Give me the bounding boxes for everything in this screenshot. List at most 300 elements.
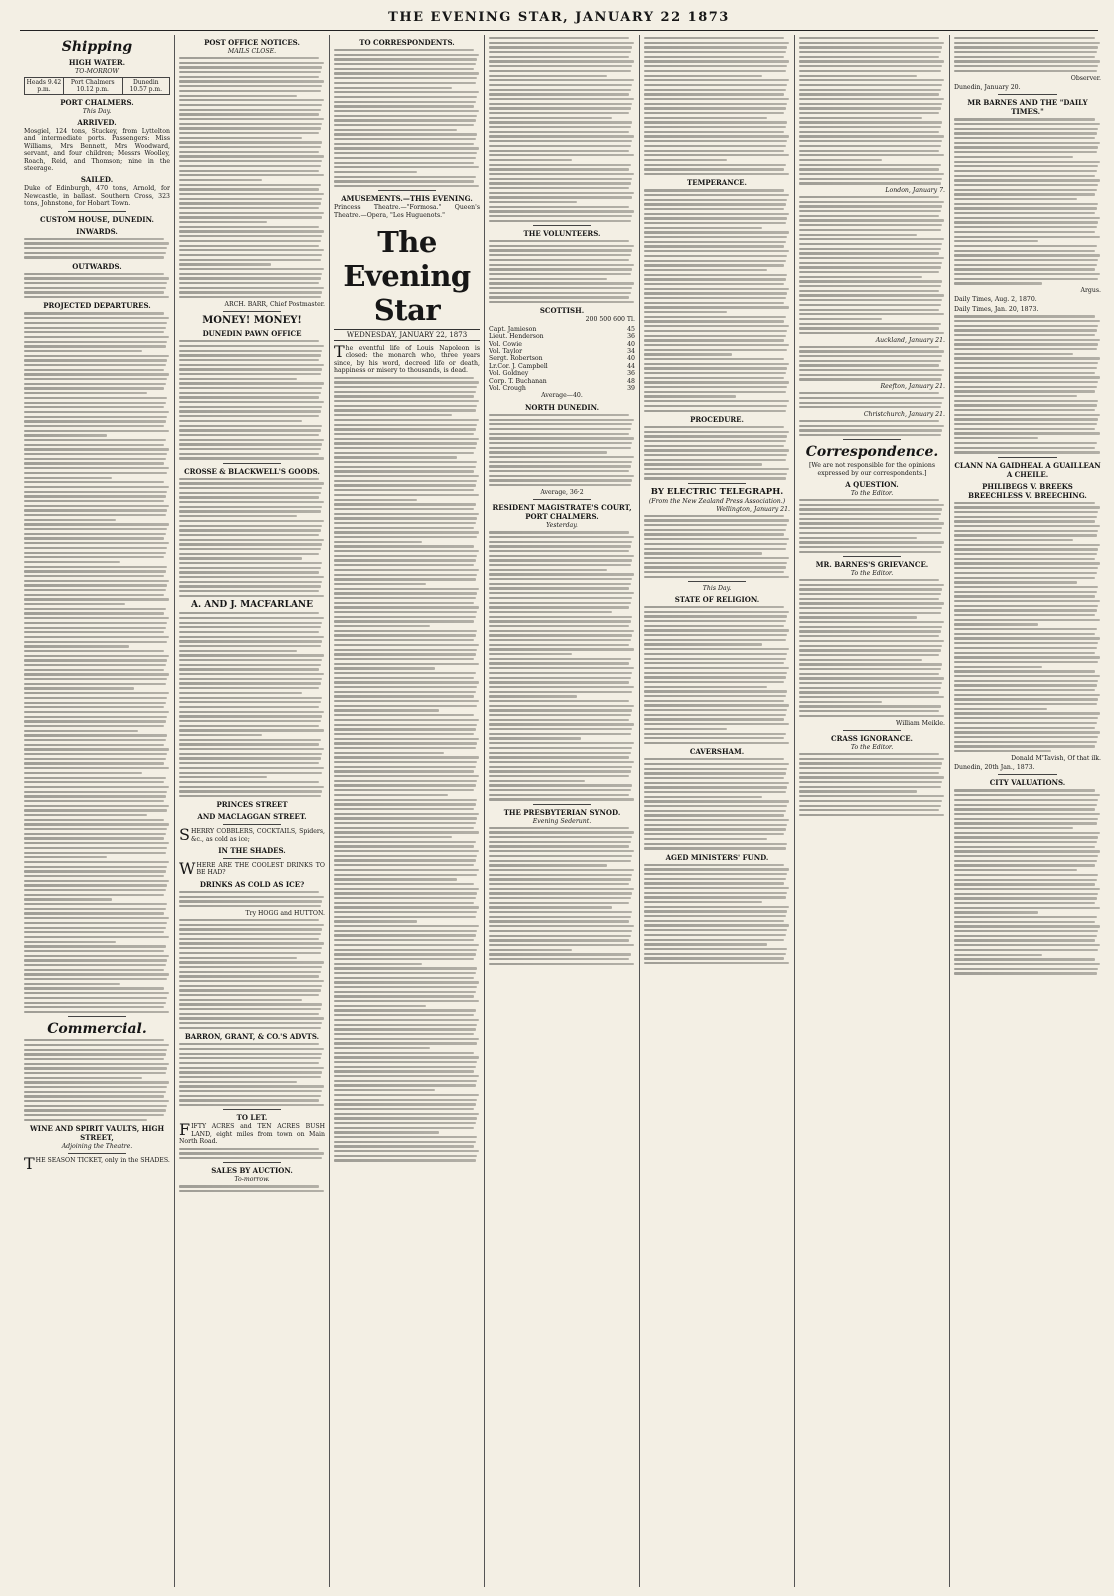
score-row [489, 341, 635, 348]
text-line [799, 140, 942, 142]
text-line [799, 753, 939, 755]
text-line [799, 814, 944, 816]
text-line [954, 51, 1097, 53]
text-line [954, 123, 1100, 125]
text-line [644, 828, 786, 830]
text-line [489, 103, 632, 105]
text-line [24, 931, 164, 933]
text-line [489, 182, 631, 184]
text-line [954, 70, 1097, 72]
text-line [24, 945, 166, 947]
text-line [334, 761, 477, 763]
text-line [644, 606, 784, 608]
text-line [24, 462, 164, 464]
text-line [334, 714, 474, 716]
text-line [489, 465, 631, 467]
text-line [489, 761, 634, 763]
text-line [489, 287, 632, 289]
text-line [954, 850, 1100, 852]
text-line [334, 466, 476, 468]
separator [998, 94, 1057, 95]
text-line [179, 354, 321, 356]
text-line [644, 920, 784, 922]
text-line [489, 79, 634, 81]
text-line [644, 810, 786, 812]
score-total: 40 [627, 355, 635, 363]
text-line [489, 897, 631, 899]
text-line [799, 89, 941, 91]
text-line [644, 882, 784, 884]
text-line [179, 268, 324, 270]
text-line [954, 804, 1097, 806]
text-line [24, 434, 107, 436]
text-line [954, 619, 1100, 621]
text-line [179, 762, 319, 764]
text-line [489, 447, 631, 449]
column-5 [640, 35, 795, 1587]
text-line [954, 282, 1042, 284]
text-line [489, 592, 634, 594]
text-line [334, 991, 476, 993]
text-line [334, 1028, 476, 1030]
text-line [24, 805, 169, 807]
text-line [334, 1141, 476, 1143]
text-line [24, 791, 167, 793]
text-line [179, 240, 321, 242]
text-line [334, 953, 476, 955]
text-line [644, 463, 762, 465]
text-line [799, 772, 939, 774]
text-line [334, 939, 474, 941]
text-line [24, 453, 167, 455]
valuations-heading: CITY VALUATIONS. [989, 778, 1066, 788]
text-line [334, 616, 476, 618]
text-line [489, 587, 629, 589]
text-line [179, 193, 324, 195]
text-line [179, 529, 321, 531]
text-line [799, 602, 944, 604]
text-line [334, 54, 479, 56]
separator [223, 1162, 281, 1163]
text-line [179, 520, 324, 522]
text-line [24, 758, 166, 760]
text-line [644, 56, 784, 58]
score-row [489, 355, 635, 362]
text-line [24, 702, 166, 704]
text-line [179, 1090, 322, 1092]
text-line [489, 414, 629, 416]
text-line [24, 296, 169, 298]
text-line [24, 1109, 166, 1111]
text-line [799, 621, 944, 623]
text-line [799, 168, 939, 170]
text-line [644, 164, 786, 166]
text-line [799, 522, 944, 524]
text-line [334, 1005, 426, 1007]
text-line [644, 519, 789, 521]
text-line [489, 611, 612, 613]
text-line [179, 711, 324, 713]
text-line [179, 553, 319, 555]
text-line [954, 37, 1095, 39]
amusements-heading: AMUSEMENTS.—THIS EVENING. [341, 194, 473, 204]
text-line [489, 672, 632, 674]
text-block [24, 238, 170, 259]
text-line [24, 472, 167, 474]
text-line [334, 1033, 474, 1035]
text-line [334, 541, 422, 543]
text-line [334, 428, 476, 430]
average-line-2: Average, 36·2 [540, 488, 584, 496]
text-line [334, 958, 474, 960]
dunedin-date: Dunedin, January 20. [954, 83, 1021, 91]
court-heading: RESIDENT MAGISTRATE'S COURT, PORT CHALMERS. [492, 503, 632, 522]
text-line [334, 916, 476, 918]
text-line [24, 739, 166, 741]
text-line [954, 670, 1095, 672]
text-line [954, 846, 1095, 848]
text-line [644, 782, 789, 784]
text-line [334, 452, 474, 454]
text-line [334, 686, 477, 688]
text-line [954, 46, 1098, 48]
text-line [489, 259, 629, 261]
text-line [334, 1047, 430, 1049]
text-block [179, 1043, 325, 1106]
score-name: Capt. Jamieson [489, 325, 537, 333]
text-line [489, 888, 634, 890]
text-line [179, 942, 324, 944]
text-line [644, 709, 787, 711]
text-line [954, 534, 1097, 536]
text-line [334, 49, 474, 51]
text-line [334, 724, 477, 726]
text-line [179, 687, 319, 689]
text-line [644, 864, 784, 866]
text-line [954, 442, 1097, 444]
text-line [489, 249, 632, 251]
text-line [334, 897, 476, 899]
sailed-heading: SAILED. [80, 175, 114, 185]
text-line [334, 77, 477, 79]
separator [68, 211, 126, 212]
text-line [179, 453, 319, 455]
text-line [24, 683, 166, 685]
text-line [799, 70, 941, 72]
text-line [799, 79, 944, 81]
separator [223, 1109, 281, 1110]
text-line [334, 934, 476, 936]
text-line [489, 648, 634, 650]
text-line [489, 784, 632, 786]
text-line [799, 626, 942, 628]
text-line [799, 663, 942, 665]
text-line [24, 777, 166, 779]
lead-article-opening: The eventful life of Louis Napoleon is closed: the monarch who, three years since, by his word, decreed life or death, happiness or misery to thousands, is dead. [334, 342, 480, 375]
text-line [489, 789, 631, 791]
text-line [179, 617, 324, 619]
text-line [334, 1070, 474, 1072]
customs-heading: CUSTOM HOUSE, DUNEDIN. [40, 214, 154, 224]
text-line [954, 567, 1098, 569]
text-line [799, 532, 941, 534]
text-line [24, 823, 169, 825]
text-line [334, 101, 476, 103]
text-line [179, 989, 321, 991]
text-line [334, 1066, 476, 1068]
crosse-heading: CROSSE & BLACKWELL'S GOODS. [184, 466, 320, 476]
text-line [489, 944, 634, 946]
text-line [179, 1099, 319, 1101]
text-line [179, 415, 319, 417]
text-line [644, 686, 767, 688]
text-line [799, 640, 944, 642]
text-line [954, 146, 1098, 148]
separator [688, 581, 746, 582]
text-line [24, 383, 166, 385]
text-line [489, 630, 634, 632]
text-line [954, 963, 1100, 965]
text-line [644, 843, 787, 845]
text-line [179, 659, 322, 661]
text-line [644, 639, 786, 641]
text-line [954, 376, 1100, 378]
column-2 [175, 35, 330, 1587]
text-line [954, 339, 1100, 341]
text-line [334, 1089, 435, 1091]
text-line [334, 110, 479, 112]
text-line [954, 362, 1098, 364]
text-line [24, 720, 166, 722]
text-line [24, 247, 167, 249]
text-line [799, 159, 882, 161]
text-line [179, 359, 319, 361]
text-line [24, 927, 166, 929]
text-line [179, 57, 319, 59]
text-line [954, 818, 1098, 820]
text-line [24, 964, 166, 966]
text-line [799, 715, 944, 717]
text-line [334, 902, 474, 904]
text-line [954, 745, 1095, 747]
text-line [334, 517, 477, 519]
text-line [954, 869, 1077, 871]
text-line [954, 56, 1095, 58]
text-line [799, 37, 939, 39]
text-line [334, 658, 474, 660]
text-line [24, 612, 164, 614]
text-line [179, 905, 321, 907]
text-line [24, 1049, 167, 1051]
text-line [644, 643, 762, 645]
text-line [24, 903, 167, 905]
yesterday-label: Yesterday. [546, 522, 578, 530]
text-line [954, 939, 1095, 941]
text-line [179, 506, 322, 508]
text-line [179, 786, 324, 788]
text-line [799, 546, 942, 548]
text-line [489, 878, 631, 880]
text-line [954, 404, 1097, 406]
text-line [489, 484, 631, 486]
text-line [334, 770, 474, 772]
text-line [954, 883, 1095, 885]
text-line [334, 147, 479, 149]
text-line [644, 648, 789, 650]
sherry-ad: SHERRY COBBLERS, COCKTAILS, Spiders, &c., as cold as ice; [179, 825, 325, 845]
text-block [489, 37, 635, 222]
text-line [489, 770, 631, 772]
text-line [24, 392, 147, 394]
text-line [24, 852, 166, 854]
text-line [954, 221, 1098, 223]
text-line [644, 833, 784, 835]
text-line [644, 37, 784, 39]
separator [223, 311, 281, 312]
text-line [489, 578, 632, 580]
text-line [489, 42, 634, 44]
text-line [954, 860, 1097, 862]
text-line [489, 709, 632, 711]
text-line [644, 131, 784, 133]
text-line [954, 586, 1098, 588]
text-line [644, 543, 787, 545]
text-line [489, 573, 634, 575]
text-line [334, 1145, 474, 1147]
text-line [799, 786, 941, 788]
text-line [644, 915, 786, 917]
text-line [334, 733, 474, 735]
text-line [179, 62, 324, 64]
text-line [799, 360, 941, 362]
text-line [334, 1099, 477, 1101]
text-line [644, 395, 736, 397]
text-line [954, 925, 1100, 927]
text-line [179, 896, 324, 898]
text-line [179, 95, 297, 97]
text-line [489, 135, 634, 137]
text-line [489, 906, 612, 908]
text-line [954, 609, 1097, 611]
text-line [334, 555, 477, 557]
score-row [489, 363, 635, 370]
text-line [644, 159, 727, 161]
text-line [24, 364, 166, 366]
text-line [334, 1019, 479, 1021]
separator [998, 457, 1057, 458]
text-line [179, 985, 322, 987]
text-line [334, 564, 474, 566]
text-line [24, 781, 164, 783]
text-line [179, 631, 319, 633]
text-line [179, 482, 324, 484]
text-line [954, 930, 1098, 932]
text-line [799, 323, 941, 325]
text-line [179, 767, 324, 769]
text-line [489, 935, 631, 937]
text-line [24, 973, 169, 975]
text-line [799, 654, 939, 656]
text-line [179, 557, 302, 559]
text-line [179, 127, 321, 129]
text-line [334, 967, 477, 969]
text-line [179, 141, 322, 143]
text-line [644, 400, 789, 402]
text-line [24, 317, 169, 319]
text-line [24, 1011, 169, 1013]
text-line [179, 160, 322, 162]
text-line [334, 531, 479, 533]
text-line [489, 60, 634, 62]
text-line [179, 104, 322, 106]
text-line [644, 330, 787, 332]
money-heading: MONEY! MONEY! [202, 315, 302, 327]
text-line [24, 837, 164, 839]
text-line [334, 578, 476, 580]
clann-sign: Donald M'Tavish, Of that ilk. [1011, 754, 1101, 762]
score-row [489, 370, 635, 377]
text-line [644, 154, 789, 156]
text-line [954, 661, 1098, 663]
text-line [644, 557, 789, 559]
text-line [644, 213, 789, 215]
text-line [179, 1085, 324, 1087]
disclaimer: [We are not responsible for the opinions expressed by our correspondents.] [808, 462, 936, 477]
text-line [179, 1043, 319, 1045]
text-line [24, 327, 166, 329]
text-line [799, 164, 941, 166]
text-line [954, 656, 1100, 658]
text-line [489, 747, 632, 749]
press-assoc: (From the New Zealand Press Association.) [648, 497, 786, 505]
text-line [799, 406, 941, 408]
text-block [799, 392, 945, 408]
text-line [24, 282, 167, 284]
to-editor-label: To the Editor. [850, 569, 894, 577]
scottish-heading: SCOTTISH. [539, 306, 585, 316]
text-line [644, 868, 789, 870]
columns [20, 35, 1101, 1587]
text-line [954, 137, 1095, 139]
text-line [334, 82, 476, 84]
text-line [489, 159, 572, 161]
text-block [179, 478, 325, 597]
text-line [644, 824, 787, 826]
text-line [644, 819, 789, 821]
text-line [179, 739, 321, 741]
text-line [179, 567, 321, 569]
text-line [954, 750, 1051, 752]
text-line [489, 925, 634, 927]
text-line [334, 747, 476, 749]
text-line [954, 813, 1100, 815]
text-line [954, 381, 1098, 383]
text-line [644, 440, 786, 442]
text-line [179, 743, 319, 745]
text-line [334, 484, 476, 486]
text-line [334, 424, 477, 426]
text-line [179, 891, 319, 893]
text-line [954, 447, 1095, 449]
text-line [24, 430, 169, 432]
text-line [644, 445, 784, 447]
text-line [489, 461, 632, 463]
postmaster-sign: ARCH. BARR, Chief Postmaster. [224, 300, 325, 308]
text-line [799, 201, 944, 203]
text-line [334, 162, 474, 164]
text-line [489, 714, 631, 716]
observer-sign: Observer. [1070, 74, 1101, 82]
